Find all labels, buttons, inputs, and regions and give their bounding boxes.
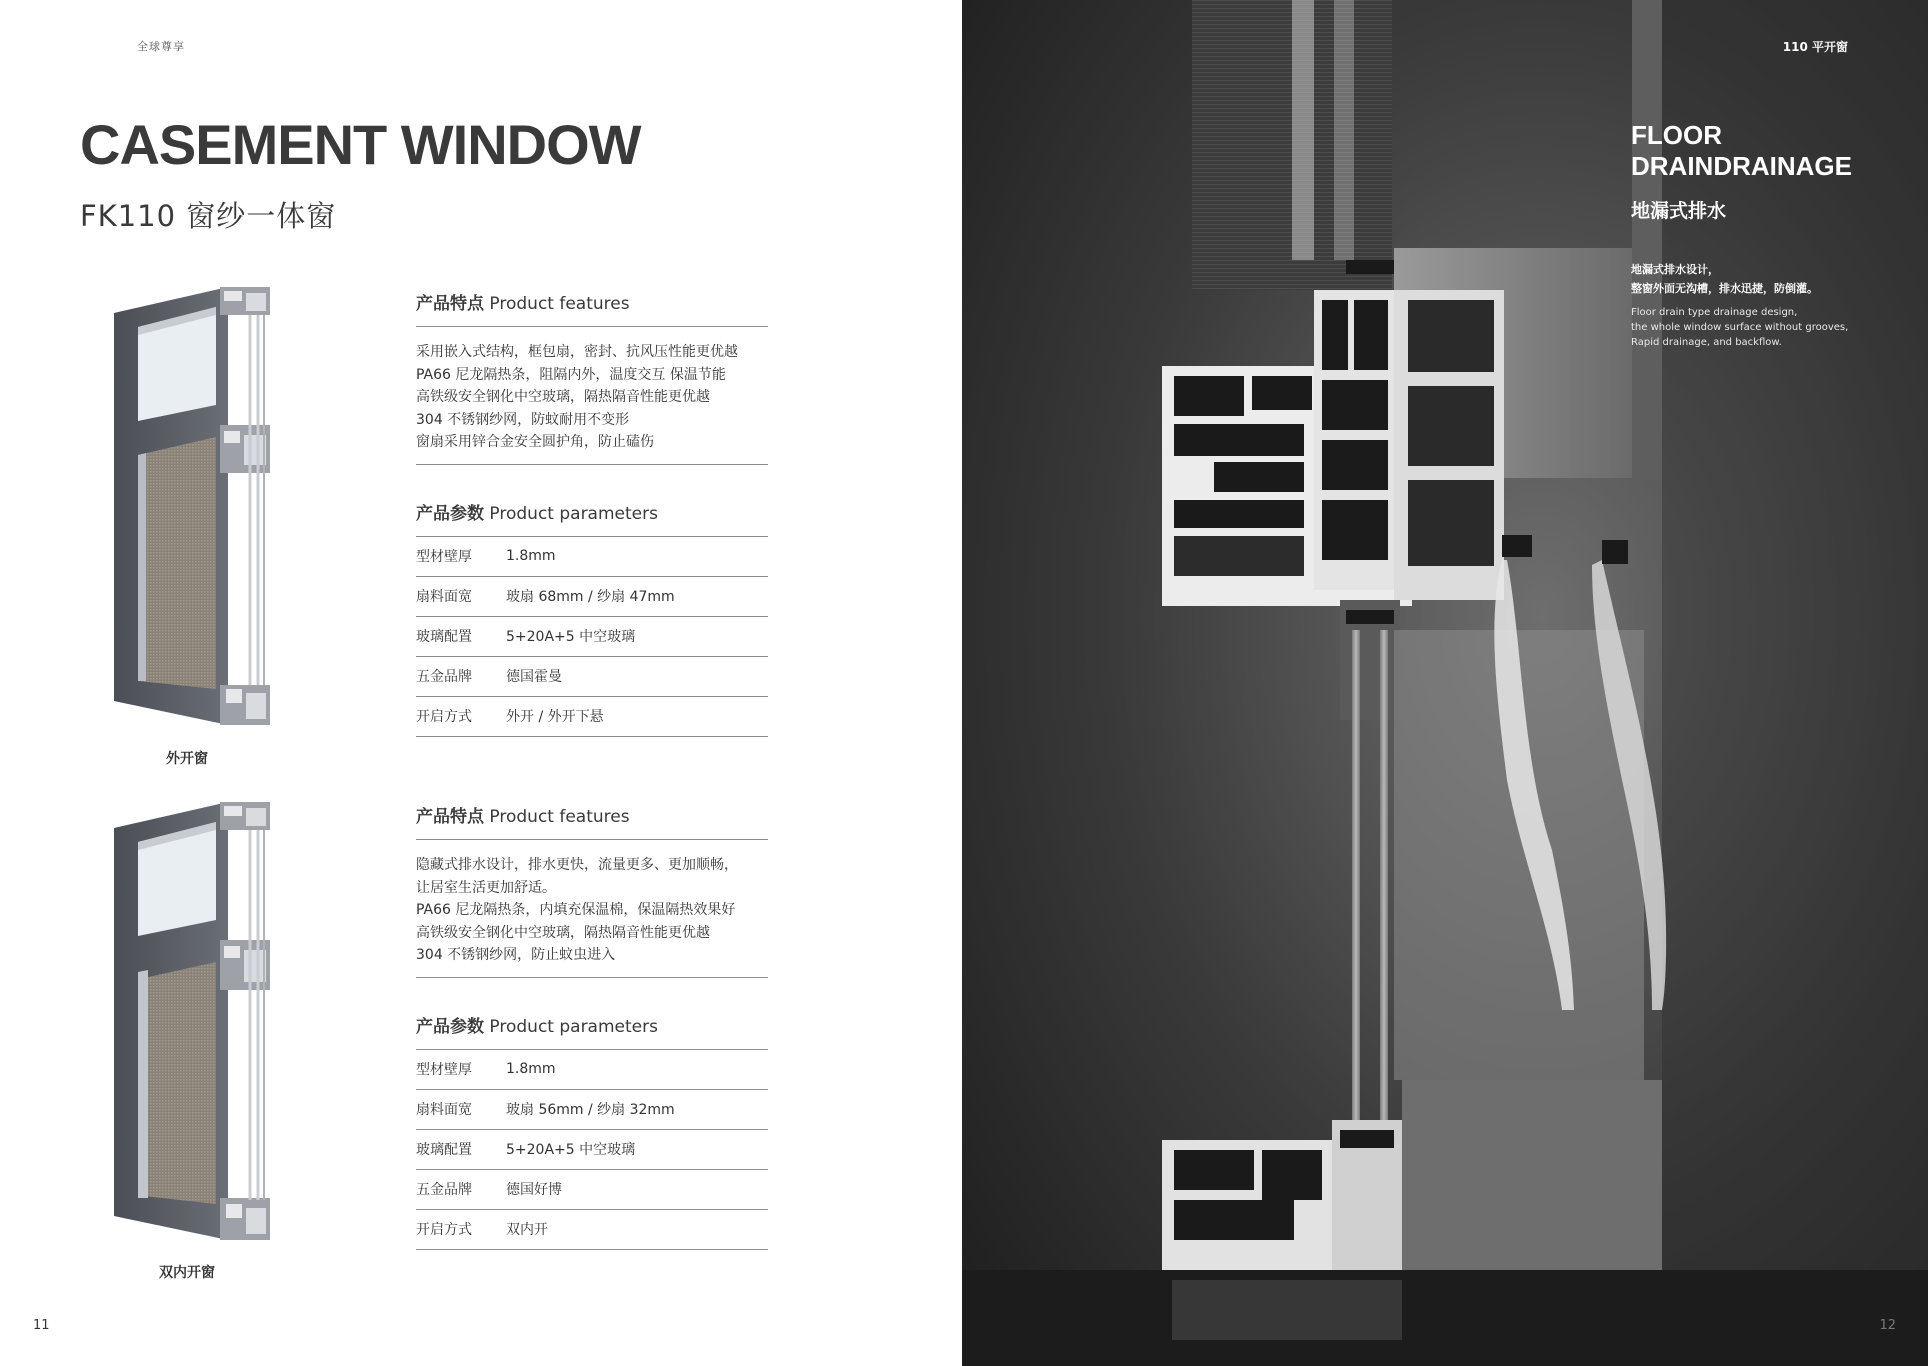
- param-label: 玻璃配置: [416, 629, 472, 645]
- product-2-caption: 双内开窗: [159, 1265, 215, 1281]
- param-row: [416, 577, 768, 617]
- feature-item: 采用嵌入式结构，框包扇，密封、抗风压性能更优越: [416, 344, 738, 360]
- param-label: 五金品牌: [416, 1182, 472, 1198]
- brand-label: 全球尊享: [137, 40, 185, 53]
- param-label: 玻璃配置: [416, 1142, 472, 1158]
- param-value: 1.8mm: [506, 548, 556, 564]
- param-label: 型材壁厚: [416, 1062, 472, 1078]
- param-row: [416, 1090, 768, 1130]
- features-heading: [416, 802, 768, 840]
- param-label: 开启方式: [416, 1222, 472, 1238]
- params-heading: [416, 1012, 768, 1050]
- param-value: 德国好博: [506, 1182, 562, 1198]
- feature-item: 304 不锈钢纱网，防止蚊虫进入: [416, 947, 616, 963]
- param-row: [416, 537, 768, 577]
- features-list: [416, 840, 768, 978]
- feature-title: [1631, 120, 1852, 182]
- page-title: CASEMENT WINDOW: [80, 113, 641, 176]
- param-value: 双内开: [506, 1222, 548, 1238]
- param-label: 扇料面宽: [416, 1102, 472, 1118]
- feature-desc-cn-line: 地漏式排水设计，: [1631, 263, 1719, 276]
- product-1-spec: [416, 289, 768, 737]
- right-page: [962, 0, 1928, 1366]
- param-value: 玻扇 56mm / 纱扇 32mm: [506, 1102, 675, 1118]
- param-value: 德国霍曼: [506, 669, 562, 685]
- feature-item: 高铁级安全钢化中空玻璃，隔热隔音性能更优越: [416, 924, 710, 941]
- param-row: [416, 1050, 768, 1090]
- page-tag: 110 平开窗: [1782, 40, 1848, 54]
- feature-item: PA66 尼龙隔热条，内填充保温棉，保温隔热效果好: [416, 902, 736, 918]
- casement-window-illustration: [108, 285, 276, 730]
- features-heading-cn: 产品特点: [416, 294, 484, 314]
- page-subtitle: FK110 窗纱一体窗: [80, 199, 337, 233]
- feature-desc-en-line: the whole window surface without grooves,: [1631, 322, 1849, 333]
- param-row: [416, 1130, 768, 1170]
- features-heading: [416, 289, 768, 327]
- params-heading: [416, 499, 768, 537]
- feature-desc-en-line: Floor drain type drainage design,: [1631, 307, 1798, 318]
- params-heading-en: Product parameters: [489, 1016, 658, 1037]
- feature-item: PA66 尼龙隔热条，阻隔内外，温度交互 保温节能: [416, 366, 726, 383]
- feature-item: 隐藏式排水设计，排水更快，流量更多、更加顺畅，: [416, 857, 738, 873]
- window-profile-photo: [962, 0, 1928, 1366]
- feature-desc-cn: [1631, 260, 1818, 298]
- feature-item: 让居室生活更加舒适。: [416, 879, 556, 896]
- features-heading-cn: 产品特点: [416, 807, 484, 827]
- product-1-caption: 外开窗: [166, 751, 208, 767]
- params-heading-cn: 产品参数: [416, 503, 484, 524]
- features-list: [416, 327, 768, 465]
- param-value: 外开 / 外开下悬: [506, 709, 604, 725]
- param-row: [416, 657, 768, 697]
- product-2-spec: [416, 802, 768, 1250]
- param-label: 五金品牌: [416, 669, 472, 685]
- features-heading-en: Product features: [489, 807, 630, 827]
- param-value: 玻扇 68mm / 纱扇 47mm: [506, 589, 675, 605]
- feature-item: 窗扇采用锌合金安全圆护角，防止磕伤: [416, 434, 654, 450]
- inward-window-illustration: [108, 800, 276, 1245]
- feature-desc-en-line: Rapid drainage, and backflow.: [1631, 337, 1782, 348]
- param-label: 型材壁厚: [416, 549, 472, 565]
- feature-title-cn: 地漏式排水: [1631, 200, 1727, 222]
- param-row: [416, 1210, 768, 1250]
- feature-desc-en: [1631, 305, 1848, 350]
- param-row: [416, 617, 768, 657]
- param-row: [416, 697, 768, 737]
- feature-title-line1: FLOOR: [1631, 120, 1722, 150]
- page-number: 11: [33, 1318, 50, 1333]
- page-number: 12: [1879, 1318, 1896, 1333]
- param-label: 开启方式: [416, 709, 472, 725]
- params-heading-en: Product parameters: [489, 503, 658, 524]
- feature-item: 高铁级安全钢化中空玻璃，隔热隔音性能更优越: [416, 389, 710, 405]
- param-value: 5+20A+5 中空玻璃: [506, 1142, 636, 1158]
- params-heading-cn: 产品参数: [416, 1016, 484, 1037]
- param-value: 5+20A+5 中空玻璃: [506, 629, 636, 645]
- param-value: 1.8mm: [506, 1061, 556, 1077]
- left-page: [0, 0, 962, 1366]
- param-row: [416, 1170, 768, 1210]
- param-label: 扇料面宽: [416, 589, 472, 605]
- feature-item: 304 不锈钢纱网，防蚊耐用不变形: [416, 411, 630, 428]
- features-heading-en: Product features: [489, 294, 630, 314]
- feature-desc-cn-line: 整窗外面无沟槽，排水迅捷，防倒灌。: [1631, 282, 1818, 295]
- feature-title-line2: DRAINDRAINAGE: [1631, 151, 1852, 181]
